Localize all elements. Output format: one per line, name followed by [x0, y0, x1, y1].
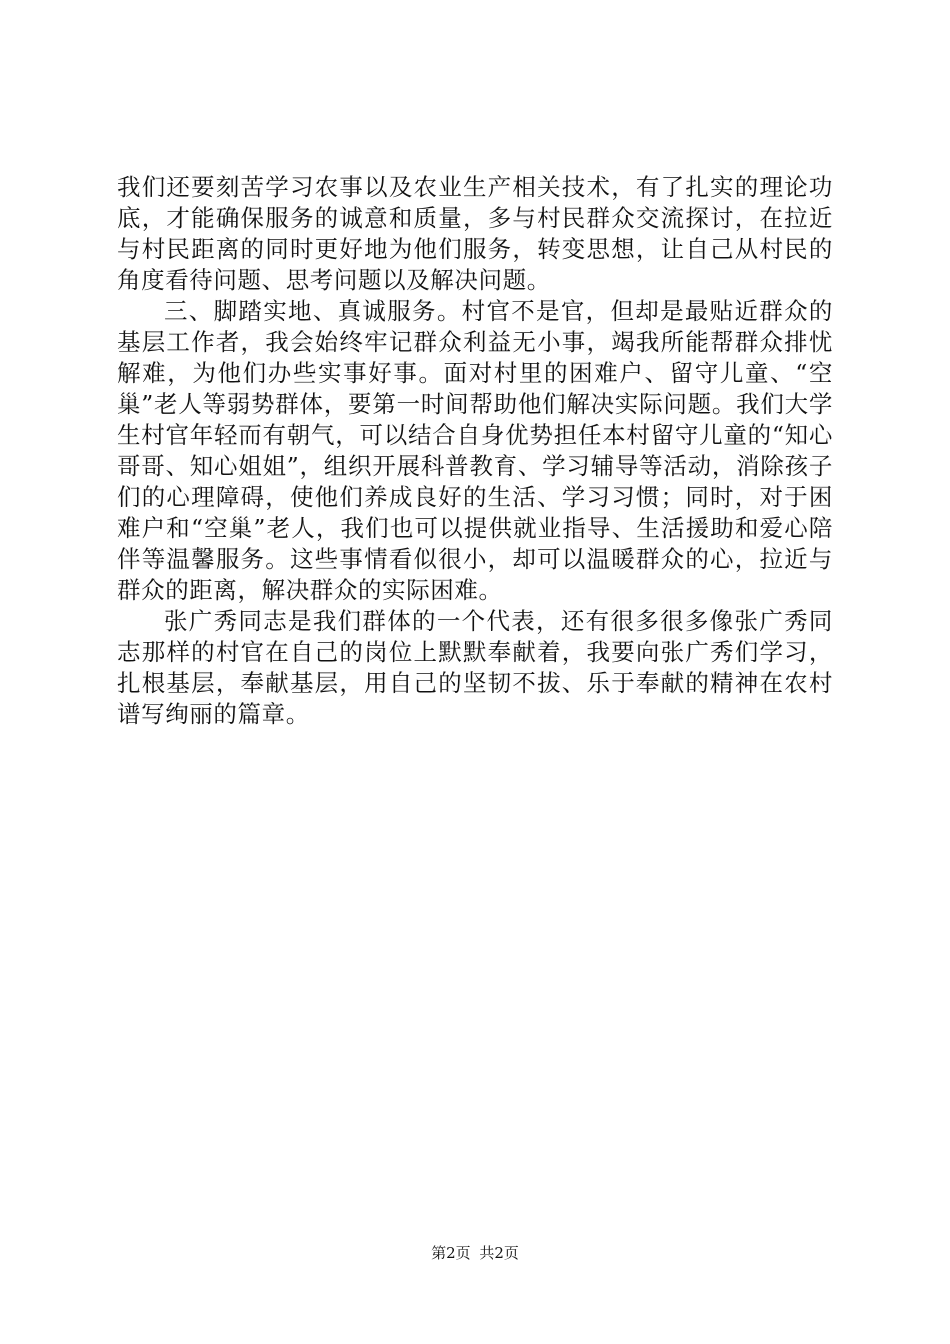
- page-number: 第2页: [431, 1244, 471, 1262]
- paragraph-conclusion: 张广秀同志是我们群体的一个代表，还有很多很多像张广秀同志那样的村官在自己的岗位上默默奉献着，我要向张广秀们学习，扎根基层，奉献基层，用自己的坚韧不拔、乐于奉献的精神在农村谱写绚丽的篇章。: [117, 607, 833, 728]
- paragraph-continuation: 我们还要刻苦学习农事以及农业生产相关技术，有了扎实的理论功底，才能确保服务的诚意和质量，多与村民群众交流探讨，在拉近与村民距离的同时更好地为他们服务，转变思想，让自己从村民的角度看待问题、思考问题以及解决问题。: [117, 173, 833, 294]
- paragraph-section-three: 三、脚踏实地、真诚服务。村官不是官，但却是最贴近群众的基层工作者，我会始终牢记群众利益无小事，竭我所能帮群众排忧解难，为他们办些实事好事。面对村里的困难户、留守儿童、“空巢”老人等弱势群体，要第一时间帮助他们解决实际问题。我们大学生村官年轻而有朝气，可以结合自身优势担任本村留守儿童的“知心哥哥、知心姐姐”，组织开展科普教育、学习辅导等活动，消除孩子们的心理障碍，使他们养成良好的生活、学习习惯；同时，对于困难户和“空巢”老人，我们也可以提供就业指导、生活援助和爱心陪伴等温馨服务。这些事情看似很小，却可以温暖群众的心，拉近与群众的距离，解决群众的实际困难。: [117, 297, 833, 604]
- page-footer: [0, 1243, 950, 1263]
- document-body: [117, 172, 833, 730]
- page-total: 共2页: [479, 1244, 519, 1262]
